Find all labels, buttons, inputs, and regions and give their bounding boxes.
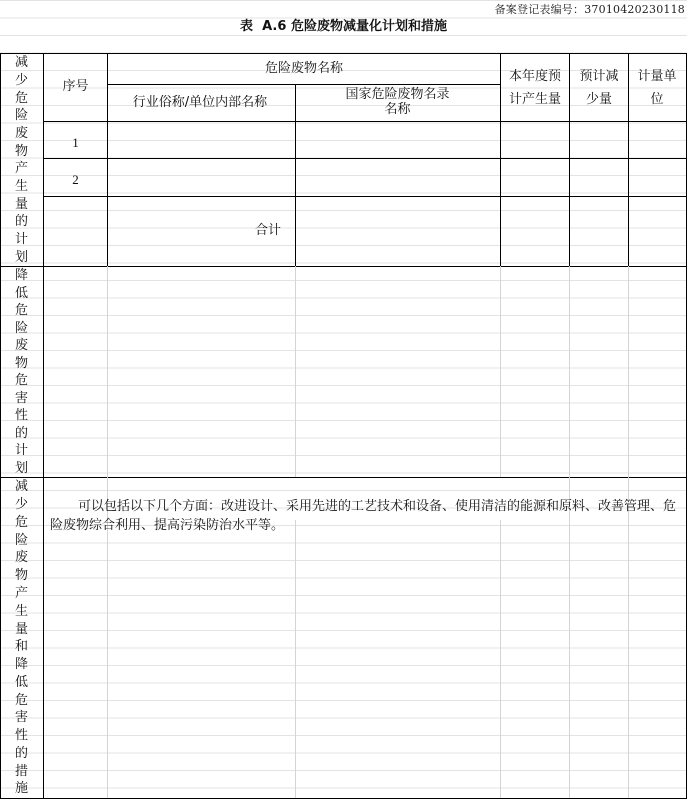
registration-value: 37010420230118 (584, 3, 685, 16)
row-2-seq: 2 (72, 172, 79, 188)
table-title (0, 15, 687, 34)
section-label-char: 降 (14, 268, 28, 284)
grid-column-line (295, 520, 296, 798)
section-label-char: 物 (14, 355, 28, 371)
section-label-char: 量 (14, 196, 28, 212)
registration-label: 备案登记表编号： (494, 3, 585, 16)
section-label-measures (0, 478, 43, 798)
section-label-char: 危 (14, 90, 28, 106)
section-label-char: 划 (14, 249, 28, 265)
section-label-char: 的 (14, 745, 28, 761)
section-label-char: 划 (14, 460, 28, 476)
section-label-char: 措 (14, 763, 28, 779)
section-label-char: 的 (14, 214, 28, 230)
header-seq: 序号 (62, 79, 89, 95)
section-label-char: 生 (14, 178, 28, 194)
section-label-char: 产 (14, 161, 28, 177)
header-annual-estimate: 本年度预计产生量 (508, 68, 561, 107)
section-label-char: 施 (14, 781, 28, 797)
reduction-column-border (569, 53, 570, 266)
section-label-char: 减 (14, 479, 28, 495)
unit-column-border (628, 53, 629, 266)
section-label-char: 危 (14, 373, 28, 389)
row-1-bottom-border (43, 158, 687, 159)
section-label-char: 废 (14, 550, 28, 566)
section-label-char: 物 (14, 143, 28, 159)
section-label-char: 低 (14, 674, 28, 690)
grid-column-line (500, 520, 501, 798)
section-label-char: 的 (14, 425, 28, 441)
total-label: 合计 (254, 223, 281, 239)
section-label-char: 废 (14, 338, 28, 354)
section-label-char: 危 (14, 303, 28, 319)
section-label-char: 降 (14, 657, 28, 673)
section-label-char: 性 (14, 728, 28, 744)
section-label-char: 和 (14, 639, 28, 655)
section-label-char: 少 (14, 497, 28, 513)
row-1-seq: 1 (72, 134, 79, 150)
section-label-char: 低 (14, 285, 28, 301)
section-label-reduce-quantity (0, 54, 43, 266)
table-bottom-border (0, 798, 687, 799)
grid-column-line (295, 266, 296, 477)
section-label-char: 物 (14, 568, 28, 584)
section-label-char: 生 (14, 603, 28, 619)
header-industry-name: 行业俗称/单位内部名称 (132, 94, 268, 110)
header-expected-reduction: 预计减少量 (579, 68, 619, 107)
section-label-char: 量 (14, 621, 28, 637)
section-label-char: 害 (14, 710, 28, 726)
section-label-char: 性 (14, 408, 28, 424)
header-waste-name-group: 危险废物名称 (264, 60, 343, 76)
section-label-char: 险 (14, 532, 28, 548)
section-label-char: 害 (14, 390, 28, 406)
section-label-char: 险 (14, 108, 28, 124)
section-label-reduce-hazard (0, 267, 43, 477)
section-divider-1 (0, 266, 687, 267)
measures-text: 可以包括以下几个方面：改进设计、采用先进的工艺技术和设备、使用清洁的能源和原料、改善管理、危险废物综合利用、提高污染防治水平等。 (50, 499, 677, 533)
section-label-char: 产 (14, 585, 28, 601)
title-text: 危险废物减量化计划和措施 (290, 19, 447, 34)
section-label-char: 减 (14, 55, 28, 71)
section-label-char: 计 (14, 443, 28, 459)
header-national-name: 国家危险废物名录名称 (345, 87, 450, 117)
grid-column-line (500, 266, 501, 477)
header-bottom-border (43, 121, 687, 122)
section-label-char: 废 (14, 125, 28, 141)
section-label-char: 危 (14, 692, 28, 708)
section-label-char: 少 (14, 72, 28, 88)
section-label-char: 危 (14, 514, 28, 530)
header-unit: 计量单位 (637, 68, 677, 107)
annual-column-border (500, 53, 501, 266)
section-divider-2 (0, 477, 687, 478)
section-label-char: 计 (14, 231, 28, 247)
section-label-char: 险 (14, 320, 28, 336)
title-code: A.6 (262, 19, 287, 34)
title-prefix: 表 (240, 19, 254, 34)
